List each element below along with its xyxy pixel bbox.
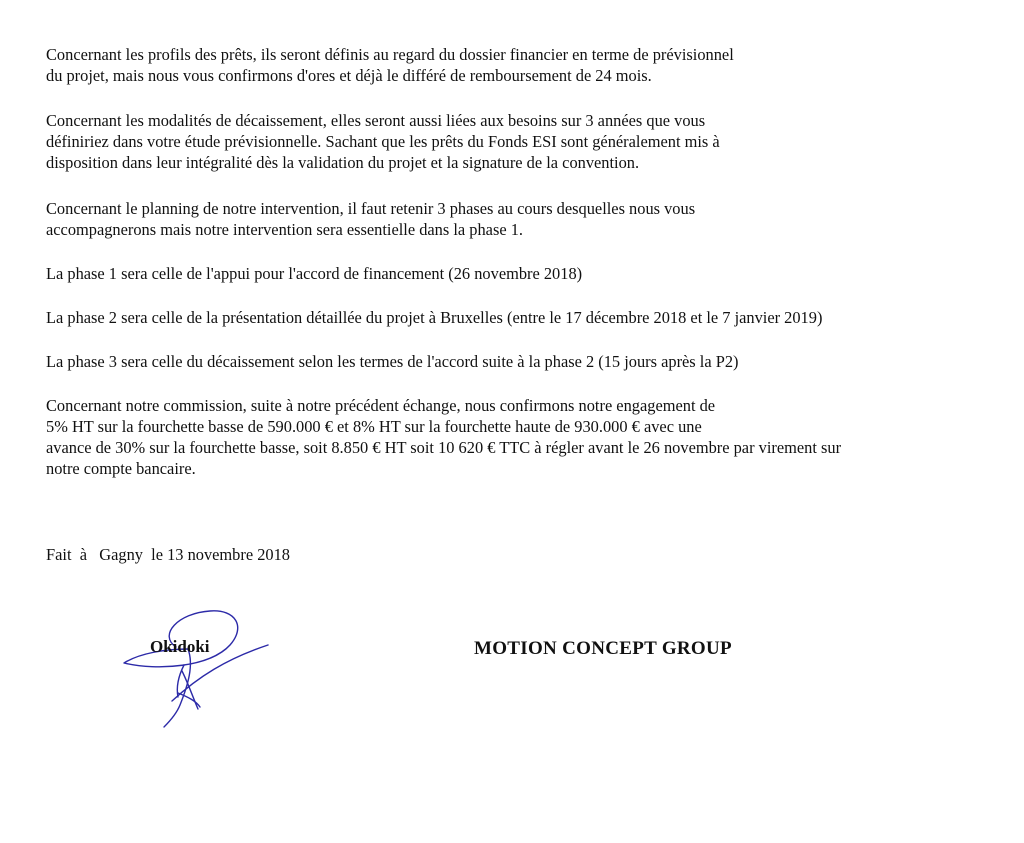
paragraph-line: 5% HT sur la fourchette basse de 590.000 € et 8% HT sur la fourchette haute de 930.000 € avec une [46,417,702,436]
signature-block [118,605,278,735]
paragraph-line: Concernant le planning de notre intervention, il faut retenir 3 phases au cours desquelles nous vous [46,199,696,218]
paragraph-line: Concernant les modalités de décaissement, elles seront aussi liées aux besoins sur 3 années que vous [46,111,706,130]
paragraph-line: avance de 30% sur la fourchette basse, soit 8.850 € HT soit 10 620 € TTC à régler avant le 26 novembre par virement sur [46,438,842,457]
signature-scribble [118,605,278,735]
paragraph-line: définiriez dans votre étude prévisionnelle. Sachant que les prêts du Fonds ESI sont généralement mis à [46,132,720,151]
signatory-name: Okidoki [150,637,210,656]
paragraph-line: du projet, mais nous vous confirmons d'ores et déjà le différé de remboursement de 24 mois. [46,66,652,85]
paragraph-line: Concernant notre commission, suite à notre précédent échange, nous confirmons notre engagement de [46,396,716,415]
paragraph-line: accompagnerons mais notre intervention sera essentielle dans la phase 1. [46,220,523,239]
paragraph-line: Concernant les profils des prêts, ils seront définis au regard du dossier financier en terme de prévisionnel [46,45,734,64]
paragraph-line: La phase 3 sera celle du décaissement selon les termes de l'accord suite à la phase 2 (15 jours après la P2) [46,352,739,371]
paragraph-line: La phase 2 sera celle de la présentation détaillée du projet à Bruxelles (entre le 17 décembre 2018 et le 7 janvier 2019) [46,308,823,327]
paragraph-line: disposition dans leur intégralité dès la validation du projet et la signature de la convention. [46,153,640,172]
paragraph-line: notre compte bancaire. [46,459,196,478]
company-name: MOTION CONCEPT GROUP [474,638,732,659]
place-date-line: Fait à Gagny le 13 novembre 2018 [46,545,290,564]
paragraph-line: La phase 1 sera celle de l'appui pour l'accord de financement (26 novembre 2018) [46,264,583,283]
